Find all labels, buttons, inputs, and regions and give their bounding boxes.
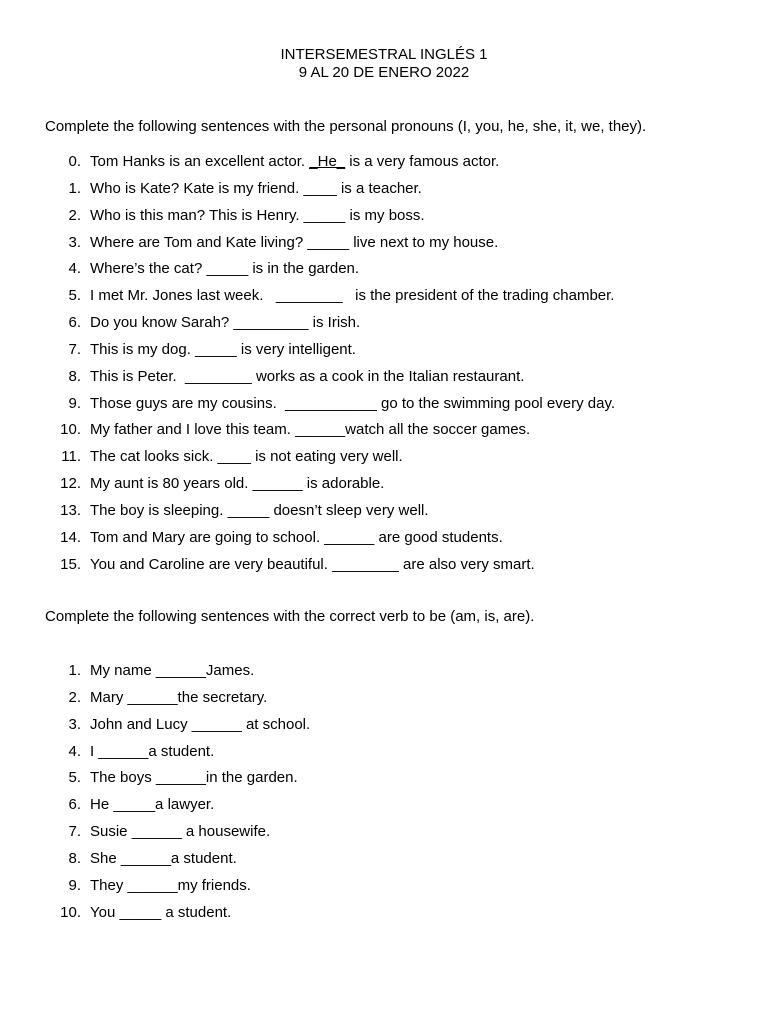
item-text: This is my dog. _____ is very intelligent.: [90, 340, 356, 358]
item-text: I met Mr. Jones last week. ________ is the president of the trading chamber.: [90, 287, 615, 305]
item-number: 6.: [68, 796, 81, 814]
item-text: My father and I love this team. ______watch all the soccer games.: [90, 421, 531, 439]
item-text: The boys ______in the garden.: [90, 769, 298, 787]
item-text: Mary ______the secretary.: [90, 688, 268, 706]
item-number: 2.: [68, 688, 81, 706]
item-number: 4.: [68, 260, 81, 278]
item-number: 6.: [68, 314, 81, 332]
item-text: My aunt is 80 years old. ______ is adorable.: [90, 475, 385, 493]
item-number: 1.: [68, 179, 81, 197]
item-text: Where’s the cat? _____ is in the garden.: [90, 260, 360, 278]
item-text: This is Peter. ________ works as a cook in the Italian restaurant.: [90, 367, 525, 385]
item-number: 8.: [68, 367, 81, 385]
item-text: Who is Kate? Kate is my friend. ____ is a teacher.: [90, 179, 422, 197]
document-dates: 9 AL 20 DE ENERO 2022: [298, 64, 470, 81]
item-number: 10.: [60, 421, 81, 439]
item-text: You and Caroline are very beautiful. ________ are also very smart.: [90, 555, 535, 573]
item-number: 1.: [68, 662, 81, 679]
item-number: 9.: [68, 394, 81, 412]
example-answer: _He_: [309, 153, 346, 170]
document-header: [0, 46, 768, 82]
section2-instruction: Complete the following sentences with the correct verb to be (am, is, are).: [45, 608, 535, 625]
item-text: They ______my friends.: [90, 876, 251, 894]
item-number: 11.: [61, 448, 81, 466]
item-number: 2.: [68, 206, 81, 224]
item-text: My name ______James.: [90, 662, 255, 679]
document-title: INTERSEMESTRAL INGLÉS 1: [280, 46, 488, 63]
item-text: Who is this man? This is Henry. _____ is my boss.: [90, 206, 425, 224]
item-text: The cat looks sick. ____ is not eating very well.: [90, 448, 403, 466]
example-text: [90, 153, 499, 171]
item-text: John and Lucy ______ at school.: [90, 715, 311, 733]
item-text: Tom and Mary are going to school. ______ are good students.: [90, 528, 503, 546]
item-number: 7.: [68, 340, 81, 358]
item-number: 3.: [68, 233, 81, 251]
item-text: I ______a student.: [90, 742, 215, 760]
item-text: He _____a lawyer.: [90, 796, 215, 814]
item-number: 7.: [68, 823, 81, 841]
item-number: 14.: [60, 528, 81, 546]
item-number: 9.: [68, 876, 81, 894]
item-number: 4.: [68, 742, 81, 760]
item-number: 12.: [60, 475, 81, 493]
item-text: You _____ a student.: [90, 903, 232, 921]
section1-instruction: Complete the following sentences with the personal pronouns (I, you, he, she, it, we, they).: [45, 118, 647, 135]
example-before: Tom Hanks is an excellent actor.: [90, 153, 310, 170]
item-number: 13.: [60, 501, 81, 519]
item-number: 5.: [68, 769, 81, 787]
item-text: Those guys are my cousins. ___________ go to the swimming pool every day.: [90, 394, 616, 412]
item-number: 15.: [60, 555, 81, 573]
item-number: 0.: [68, 153, 81, 170]
item-number: 10.: [60, 903, 81, 921]
example-after: is a very famous actor.: [345, 153, 500, 170]
item-text: Do you know Sarah? _________ is Irish.: [90, 314, 361, 332]
item-text: Susie ______ a housewife.: [90, 823, 271, 841]
item-text: She ______a student.: [90, 849, 237, 867]
item-number: 8.: [68, 849, 81, 867]
item-number: 5.: [68, 287, 81, 305]
item-number: 3.: [68, 715, 81, 733]
item-text: Where are Tom and Kate living? _____ live next to my house.: [90, 233, 499, 251]
item-text: The boy is sleeping. _____ doesn’t sleep very well.: [90, 501, 429, 519]
